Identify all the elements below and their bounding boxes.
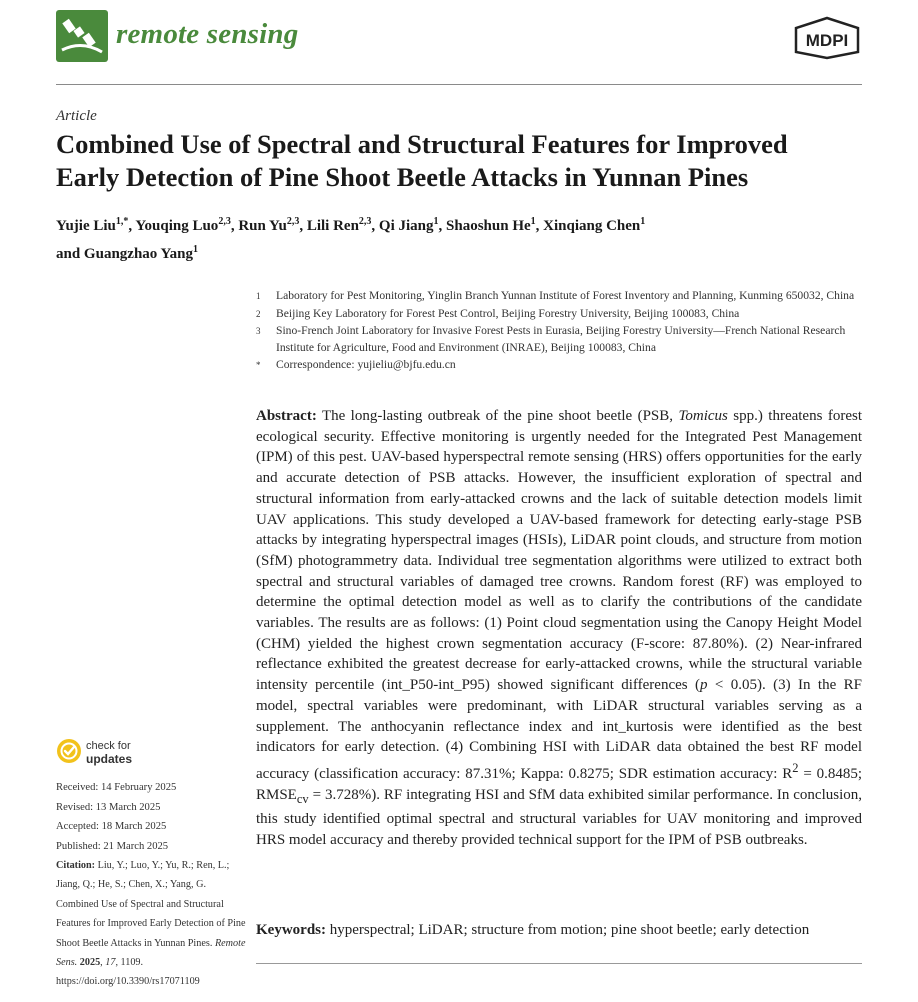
author-separator: ,: [230, 218, 239, 234]
publisher-logo-text: MDPI: [805, 31, 849, 50]
affiliation-number: 2: [256, 308, 261, 319]
abstract-label: Abstract:: [256, 408, 317, 424]
affiliation-item: [256, 306, 862, 323]
correspondence-email[interactable]: Correspondence: yujieliu@bjfu.edu.cn: [276, 358, 456, 371]
author-list: [56, 210, 862, 266]
citation-text: Liu, Y.; Luo, Y.; Yu, R.; Ren, L.; Jiang, Q.; He, S.; Chen, X.; Yang, G. Combined Use of Spectral and Structural Features for Improved Early Detection of Pine Shoot Beetle Attacks in Yunnan Pines.: [56, 860, 246, 949]
author-separator: ,: [299, 218, 307, 234]
date-accepted: Accepted: 18 March 2025: [56, 821, 167, 832]
author-affiliation-ref: 1: [640, 216, 646, 227]
author-affiliation-ref: 2,3: [358, 216, 372, 227]
header-divider: [56, 84, 862, 85]
keywords: [256, 920, 862, 940]
author-separator: ,: [371, 218, 379, 234]
abstract: [256, 406, 862, 851]
author-affiliation-ref: 1: [433, 216, 439, 227]
affiliation-number: 1: [256, 291, 261, 301]
author-name[interactable]: Lili Ren: [306, 218, 359, 234]
check-for-updates-button[interactable]: [56, 738, 186, 768]
author-separator: ,: [128, 218, 136, 234]
abstract-species: Tomicus: [678, 408, 728, 424]
affiliation-text: Laboratory for Pest Monitoring, Yinglin Branch Yunnan Institute of Forest Inventory and Planning, Kunming 650032, China: [276, 289, 855, 302]
updates-label-line1: check for: [86, 740, 131, 752]
date-revised: Revised: 13 March 2025: [56, 801, 161, 813]
author-affiliation-ref: 1: [193, 244, 198, 255]
author-affiliation-ref: 2,3: [218, 216, 231, 227]
author-affiliation-ref: 1: [530, 216, 536, 227]
affiliation-number: 3: [256, 326, 261, 336]
author-name[interactable]: Run Yu: [238, 218, 287, 234]
citation-journal: Remote Sens.: [56, 937, 246, 969]
keywords-text: hyperspectral; LiDAR; structure from motion; pine shoot beetle; early detection: [326, 922, 810, 938]
abstract-text: = 0.8485; RMSE: [256, 765, 862, 803]
article-type: Article: [56, 108, 97, 124]
journal-name[interactable]: remote sensing: [116, 18, 299, 50]
affiliation-text: Beijing Key Laboratory for Forest Pest Control, Beijing Forestry University, Beijing 100083, China: [276, 306, 740, 320]
keywords-divider: [256, 963, 862, 964]
affiliation-item: [256, 323, 862, 356]
publication-dates: [56, 778, 246, 856]
affiliations: [256, 288, 862, 375]
citation: [56, 856, 246, 992]
author-affiliation-ref: 2,3: [286, 216, 300, 227]
citation-label: Citation:: [56, 860, 96, 871]
title-line: Early Detection of Pine Shoot Beetle Attacks in Yunnan Pines: [56, 162, 749, 192]
article-title: [56, 128, 876, 194]
citation-doi[interactable]: , 1109. https://doi.org/10.3390/rs17071109: [56, 957, 200, 988]
author-affiliation-ref: 1,*: [115, 216, 129, 227]
affiliation-item: [256, 288, 862, 305]
affiliation-item: [256, 357, 862, 374]
check-updates-icon: [56, 738, 82, 764]
abstract-p-variable: p: [700, 677, 708, 694]
updates-label-line2: updates: [86, 752, 133, 766]
satellite-icon: [56, 10, 108, 62]
citation-year: 2025: [77, 957, 101, 969]
author-separator: ,: [535, 218, 544, 234]
author-name[interactable]: Yujie Liu: [56, 218, 116, 234]
abstract-text: The long-lasting outbreak of the pine shoot beetle (PSB,: [316, 408, 679, 424]
abstract-text: = 3.728%). RF integrating HSI and SfM data exhibited similar performance. In conclusion, this study identified optimal spectral and structural variables for UAV monitoring and improved HRS model accuracy and thereby provided technical support for the IPM of PSB outbreaks.: [256, 786, 862, 849]
date-published: Published: 21 March 2025: [56, 840, 169, 852]
author-name[interactable]: Shaoshun He: [446, 218, 531, 234]
abstract-subscript: cv: [296, 791, 309, 806]
author-name[interactable]: Qi Jiang: [378, 218, 434, 234]
abstract-text: < 0.05). (3) In the RF model, spectral variables were predominant, with LiDAR structural variables serving as a supplement. The anthocyanin reflectance index and int_kurtosis were identified as the best indicators for early detection. (4) Combining HSI with LiDAR data obtained the best RF model accuracy (classification accuracy: 87.31%; Kappa: 0.8275; SDR estimation accuracy: R: [256, 677, 862, 782]
author-name[interactable]: Xinqiang Chen: [543, 218, 641, 234]
author-name[interactable]: and Guangzhao Yang: [56, 246, 193, 262]
affiliation-number: *: [256, 360, 261, 370]
keywords-label: Keywords:: [256, 922, 326, 938]
author-name[interactable]: Youqing Luo: [135, 218, 219, 234]
journal-logo: [56, 10, 108, 62]
citation-volume: 17: [105, 957, 116, 969]
title-line: Combined Use of Spectral and Structural Features for Improved: [56, 129, 788, 159]
publisher-logo[interactable]: [792, 16, 862, 60]
abstract-superscript: 2: [792, 760, 799, 775]
affiliation-text: Sino-French Joint Laboratory for Invasive Forest Pests in Eurasia, Beijing Forestry University—French National Research Institute for Agriculture, Food and Environment (INRAE), Beijing 100083, China: [276, 324, 846, 354]
date-received: Received: 14 February 2025: [56, 782, 177, 793]
author-separator: ,: [438, 218, 447, 234]
abstract-text: spp.) threatens forest ecological security. Effective monitoring is urgently needed for the Integrated Pest Management (IPM) of this pest. UAV-based hyperspectral remote sensing (HRS) offers opportunities for the early and accurate detection of PSB attacks. However, the insufficient exploration of spectral and structural information from early-attacked crowns and the lack of suitable detection models limit UAV applications. This study developed a UAV-based framework for detecting early-stage PSB attacks by integrating hyperspectral images (HSIs), LiDAR point clouds, and structure from motion (SfM) photogrammetry data. Individual tree segmentation algorithms were utilized to extract both spectral and structural variables of damaged tree crowns. Random forest (RF) was employed to determine the optimal detection model as well as to clarify the contributions of the candidate variables. The results are as follows: (1) Point cloud segmentation using the Canopy Height Model (CHM) yielded the highest crown segmentation accuracy (F-score: 87.80%). (2) Near-infrared reflectance exhibited the greatest decrease for early-attacked crowns, while the structural variable intensity percentile (int_P50-int_P95) showed significant differences (: [256, 408, 862, 694]
citation-separator: ,: [100, 957, 106, 969]
